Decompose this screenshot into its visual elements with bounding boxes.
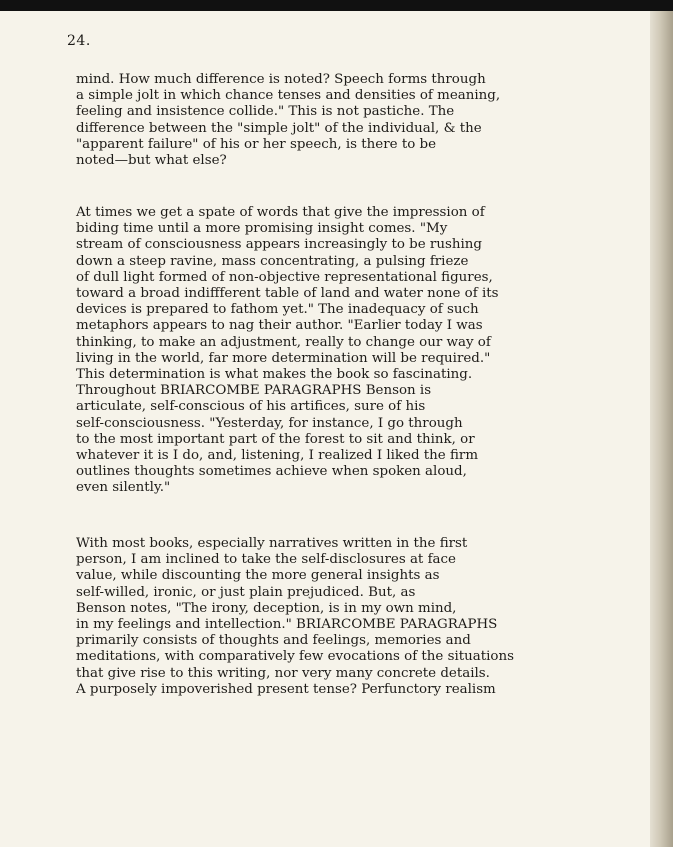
text-line: noted—but what else? — [76, 153, 227, 169]
text-line: biding time until a more promising insight comes. "My — [76, 221, 448, 237]
text-line: whatever it is I do, and, listening, I realized I liked the firm — [76, 448, 479, 464]
text-line: mind. How much difference is noted? Speech forms through — [76, 72, 486, 87]
paragraph-3 — [76, 536, 616, 698]
text-line: This determination is what makes the book so fascinating. — [76, 367, 473, 383]
text-line: stream of consciousness appears increasingly to be rushing — [76, 237, 482, 253]
paragraph-1 — [76, 72, 616, 169]
page-number: 24. — [67, 33, 91, 49]
text-line: to the most important part of the forest to sit and think, or — [76, 431, 475, 447]
text-line: A purposely impoverished present tense? Perfunctory realism — [76, 681, 496, 697]
scan-top-edge — [0, 0, 673, 11]
text-line: in my feelings and intellection." BRIARCOMBE PARAGRAPHS — [76, 617, 498, 633]
text-line: With most books, especially narratives written in the first — [76, 536, 468, 551]
text-line: meditations, with comparatively few evocations of the situations — [76, 649, 514, 665]
text-line: that give rise to this writing, nor very many concrete details. — [76, 665, 490, 681]
text-line: feeling and insistence collide." This is not pastiche. The — [76, 104, 455, 120]
text-line: difference between the "simple jolt" of the individual, & the — [76, 120, 482, 136]
text-line: primarily consists of thoughts and feelings, memories and — [76, 633, 471, 649]
text-line: living in the world, far more determination will be required." — [76, 350, 491, 366]
text-line: "apparent failure" of his or her speech, is there to be — [76, 136, 437, 152]
text-line: self-consciousness. "Yesterday, for instance, I go through — [76, 415, 463, 431]
text-line: Throughout BRIARCOMBE PARAGRAPHS Benson is — [76, 383, 432, 399]
text-line: even silently." — [76, 480, 171, 496]
text-line: devices is prepared to fathom yet." The inadequacy of such — [76, 302, 479, 318]
book-gutter-shadow — [650, 11, 673, 847]
text-line: down a steep ravine, mass concentrating, a pulsing frieze — [76, 253, 469, 269]
text-line: of dull light formed of non-objective representational figures, — [76, 269, 493, 285]
text-line: Benson notes, "The irony, deception, is in my own mind, — [76, 600, 457, 616]
text-line: self-willed, ironic, or just plain prejudiced. But, as — [76, 584, 416, 600]
text-line: articulate, self-conscious of his artifices, sure of his — [76, 399, 426, 415]
text-line: thinking, to make an adjustment, really to change our way of — [76, 334, 491, 350]
text-line: toward a broad indiffferent table of land and water none of its — [76, 286, 499, 302]
text-line: metaphors appears to nag their author. "Earlier today I was — [76, 318, 483, 334]
text-line: outlines thoughts sometimes achieve when spoken aloud, — [76, 464, 467, 480]
text-line: person, I am inclined to take the self-disclosures at face — [76, 552, 456, 568]
text-line: value, while discounting the more general insights as — [76, 568, 440, 584]
paragraph-2 — [76, 205, 616, 497]
text-line: a simple jolt in which chance tenses and densities of meaning, — [76, 88, 501, 104]
text-line: At times we get a spate of words that give the impression of — [76, 205, 485, 220]
